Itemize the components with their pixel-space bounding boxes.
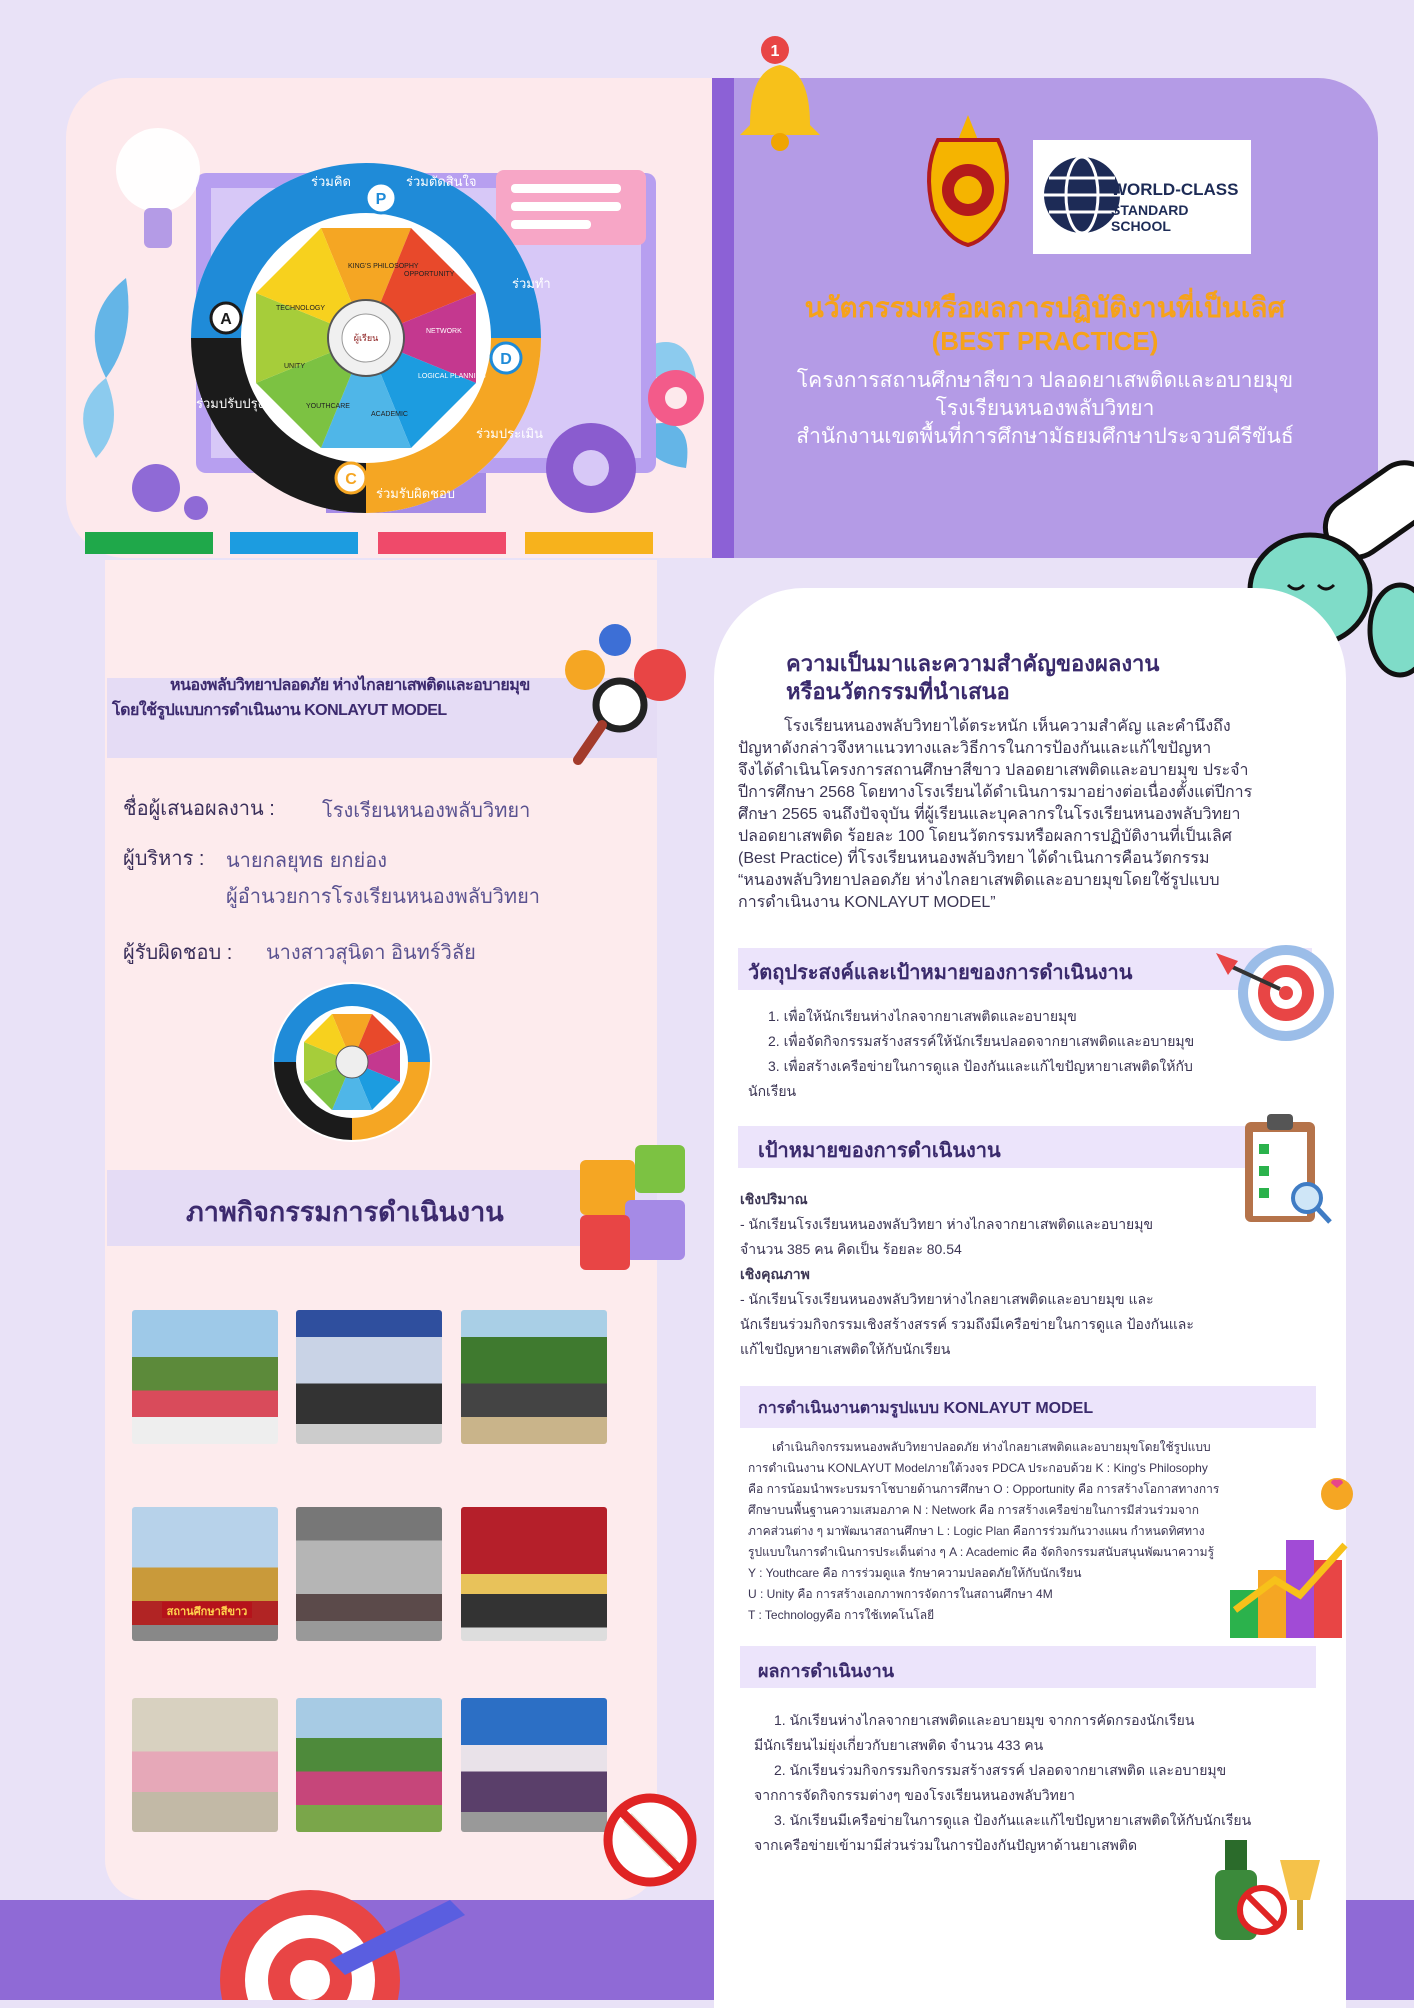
activity-photo-4	[132, 1507, 278, 1641]
model-title-line1: หนองพลับวิทยาปลอดภัย ห่างไกลยาเสพติดและอบายมุข	[170, 677, 530, 694]
goals-title: เป้าหมายของการดำเนินงาน	[758, 1140, 1001, 1162]
people-search-icon	[560, 620, 700, 770]
background-text	[738, 716, 1338, 914]
result-line-6: จากเครือข่ายเข้ามามีส่วนร่วมในการป้องกันปัญหาด้านยาเสพติด	[754, 1837, 1138, 1853]
activity-photo-5	[296, 1507, 442, 1641]
objectives-title: วัตถุประสงค์และเป้าหมายของการดำเนินงาน	[748, 962, 1133, 984]
wheel-label-evaluate: ร่วมประเมิน	[476, 426, 543, 441]
background-line-8: “หนองพลับวิทยาปลอดภัย ห่างไกลยาเสพติดและอบายมุขโดยใช้รูปแบบ	[738, 872, 1220, 889]
qual-label: เชิงคุณภาพ	[740, 1266, 810, 1282]
model-line-8: U : Unity คือ การสร้างเอกภาพการจัดการในสถานศึกษา 4M	[748, 1587, 1053, 1601]
wheel-center-label: ผู้เรียน	[353, 333, 379, 343]
activity-photo-9	[461, 1698, 607, 1832]
background-line-9: การดำเนินงาน KONLAYUT MODEL”	[738, 894, 996, 911]
project-name: โครงการสถานศึกษาสีขาว ปลอดยาเสพติดและอบายมุข	[796, 369, 1294, 392]
objective-3-tail: นักเรียน	[748, 1083, 797, 1099]
result-line-2: มีนักเรียนไม่ยุ่งเกี่ยวกับยาเสพติด จำนวน 433 คน	[754, 1737, 1044, 1753]
world-class-logo	[1033, 140, 1251, 254]
model-line-4: ศึกษาบนพื้นฐานความเสมอภาค N : Network คือ การสร้างเครือข่ายในการมีส่วนร่วมจาก	[748, 1503, 1199, 1517]
activity-photo-7	[132, 1698, 278, 1832]
office-name: สำนักงานเขตพื้นที่การศึกษามัธยมศึกษาประจวบคีรีขันธ์	[796, 425, 1294, 448]
wheel-seg-opportunity: OPPORTUNITY	[404, 271, 455, 278]
quant-line-1: - นักเรียนโรงเรียนหนองพลับวิทยา ห่างไกลจากยาเสพติดและอบายมุข	[740, 1216, 1154, 1232]
admin-name: นายกลยุทธ ยกย่อง	[226, 850, 387, 872]
wcss-line2: STANDARD SCHOOL	[1111, 202, 1189, 234]
model-line-7: Y : Youthcare คือ การร่วมดูแล รักษาความปลอดภัยให้กับนักเรียน	[748, 1566, 1082, 1580]
notification-count: 1	[770, 43, 780, 60]
result-line-5: 3. นักเรียนมีเครือข่ายในการดูแล ป้องกันและแก้ไขปัญหายาเสพติดให้กับนักเรียน	[774, 1812, 1252, 1828]
puzzle-icon	[570, 1140, 700, 1280]
activity-photo-8	[296, 1698, 442, 1832]
wheel-letter-c: C	[345, 471, 357, 488]
model-line-9: T : Technologyคือ การใช้เทคโนโลยี	[748, 1608, 935, 1622]
objectives-list	[768, 1004, 1194, 1079]
bar-blue	[230, 532, 358, 554]
background-line-1: โรงเรียนหนองพลับวิทยาได้ตระหนัก เห็นความสำคัญ และคำนึงถึง	[784, 718, 1231, 735]
admin-label: ผู้บริหาร :	[123, 848, 205, 870]
quant-label: เชิงปริมาณ	[740, 1191, 808, 1207]
objective-1: 1. เพื่อให้นักเรียนห่างไกลจากยาเสพติดและอบายมุข	[768, 1008, 1077, 1024]
responsible-label: ผู้รับผิดชอบ :	[123, 942, 233, 964]
bar-yellow	[525, 532, 653, 554]
school-name: โรงเรียนหนองพลับวิทยา	[935, 397, 1155, 420]
wheel-letter-d: D	[500, 351, 512, 368]
wheel-seg-logical: LOGICAL PLANNING	[418, 373, 486, 380]
wheel-letter-p: P	[375, 191, 387, 208]
wheel-seg-youthcare: YOUTHCARE	[306, 403, 350, 410]
activity-photo-3	[461, 1310, 607, 1444]
no-alcohol-icon	[1200, 1830, 1330, 1950]
wheel-seg-kings: KING'S PHILOSOPHY	[348, 263, 419, 270]
activity-photo-1	[132, 1310, 278, 1444]
result-line-4: จากการจัดกิจกรรมต่างๆ ของโรงเรียนหนองพลับวิทยา	[754, 1787, 1075, 1803]
model-line-1: เดำเนินกิจกรรมหนองพลับวิทยาปลอดภัย ห่างไกลยาเสพติดและอบายมุขโดยใช้รูปแบบ	[772, 1440, 1211, 1454]
wheel-label-decide: ร่วมตัดสินใจ	[406, 174, 477, 189]
background-line-7: (Best Practice) ที่โรงเรียนหนองพลับวิทยา ได้ดำเนินการคือนวัตกรรม	[738, 850, 1210, 867]
target-icon	[1208, 935, 1338, 1045]
school-crest-logo	[918, 110, 1018, 260]
model-line-6: รูปแบบในการดำเนินการประเด็นต่าง ๆ A : Academic คือ จัดกิจกรรมสนับสนุนพัฒนาความรู้	[748, 1545, 1215, 1559]
objective-3: 3. เพื่อสร้างเครือข่ายในการดูแล ป้องกันและแก้ไขปัญหายาเสพติดให้กับ	[768, 1058, 1193, 1074]
quant-line-2: จำนวน 385 คน คิดเป็น ร้อยละ 80.54	[740, 1241, 962, 1257]
wheel-label-responsible: ร่วมรับผิดชอบ	[376, 486, 456, 501]
presenter-label: ชื่อผู้เสนอผลงาน :	[123, 798, 275, 820]
page-title: นวัตกรรมหรือผลการปฏิบัติงานที่เป็นเลิศ	[804, 292, 1286, 323]
growth-chart-icon	[1225, 1470, 1355, 1650]
qual-line-2: นักเรียนร่วมกิจกรรมเชิงสร้างสรรค์ รวมถึงมีเครือข่ายในการดูแล ป้องกันและ	[740, 1316, 1194, 1332]
bar-green	[85, 532, 213, 554]
results-title: ผลการดำเนินงาน	[758, 1661, 895, 1681]
qual-line-1: - นักเรียนโรงเรียนหนองพลับวิทยาห่างไกลยาเสพติดและอบายมุข และ	[740, 1291, 1154, 1307]
qual-line-3: แก้ไขปัญหายาเสพติดให้กับนักเรียน	[740, 1341, 951, 1357]
wheel-label-do: ร่วมทำ	[512, 276, 551, 291]
background-title-1: ความเป็นมาและความสำคัญของผลงาน	[786, 651, 1160, 676]
activity-photo-6	[461, 1507, 607, 1641]
wheel-label-think: ร่วมคิด	[311, 174, 351, 189]
model-line-3: คือ การน้อมนำพระบรมราโชบายด้านการศึกษา O : Opportunity คือ การสร้างโอกาสทางการ	[748, 1482, 1220, 1496]
wcss-line1: WORLD-CLASS	[1111, 180, 1239, 199]
wheel-label-improve: ร่วมปรับปรุง	[196, 396, 264, 411]
background-line-5: ศึกษา 2565 จนถึงปัจจุบัน ที่ผู้เรียนและบุคลากรในโรงเรียนหนองพลับวิทยา	[738, 806, 1241, 823]
responsible-value: นางสาวสุนิดา อินทร์วิลัย	[266, 942, 476, 964]
model-line-5: ภาคส่วนต่าง ๆ มาพัฒนาสถานศึกษา L : Logic Plan คือการร่วมกันวางแผน กำหนดทิศทาง	[748, 1524, 1205, 1538]
wheel-letter-a: A	[220, 311, 232, 328]
result-line-3: 2. นักเรียนร่วมกิจกรรมกิจกรรมสร้างสรรค์ ปลอดจากยาเสพติด และอบายมุข	[774, 1762, 1227, 1778]
photo-banner: สถานศึกษาสีขาว	[162, 1602, 252, 1618]
result-line-1: 1. นักเรียนห่างไกลจากยาเสพติดและอบายมุข จากการคัดกรองนักเรียน	[774, 1712, 1195, 1728]
model-line-2: การดำเนินงาน KONLAYUT Modelภายใต้วงจร PDCA ประกอบด้วย K : King's Philosophy	[748, 1461, 1208, 1475]
background-line-4: ปีการศึกษา 2568 โดยทางโรงเรียนได้ดำเนินการมาอย่างต่อเนื่องตั้งแต่ปีการ	[738, 784, 1253, 801]
wheel-seg-academic: ACADEMIC	[371, 411, 408, 418]
background-line-2: ปัญหาดังกล่าวจึงหาแนวทางและวิธีการในการป้องกันและแก้ไขปัญหา	[738, 740, 1212, 757]
model-title: การดำเนินงานตามรูปแบบ KONLAYUT MODEL	[758, 1400, 1094, 1417]
background-title-2: หรือนวัตกรรมที่นำเสนอ	[786, 679, 1010, 704]
objective-2: 2. เพื่อจัดกิจกรรมสร้างสรรค์ให้นักเรียนปลอดจากยาเสพติดและอบายมุข	[768, 1033, 1195, 1049]
presenter-value: โรงเรียนหนองพลับวิทยา	[322, 800, 531, 822]
wheel-seg-technology: TECHNOLOGY	[276, 305, 326, 312]
wheel-seg-unity: UNITY	[284, 363, 305, 370]
no-smoking-icon	[600, 1790, 700, 1890]
activity-photo-2	[296, 1310, 442, 1444]
goals-body	[740, 1187, 1300, 1362]
activity-title: ภาพกิจกรรมการดำเนินงาน	[186, 1197, 504, 1227]
background-line-6: ปลอดยาเสพติด ร้อยละ 100 โดยนวัตกรรมหรือผลการปฏิบัติงานที่เป็นเลิศ	[738, 828, 1232, 845]
wheel-seg-network: NETWORK	[426, 328, 462, 335]
bell-icon	[720, 30, 840, 160]
model-title-line2: โดยใช้รูปแบบการดำเนินงาน KONLAYUT MODEL	[112, 702, 447, 719]
background-line-3: จึงได้ดำเนินโครงการสถานศึกษาสีขาว ปลอดยาเสพติดและอบายมุข ประจำ	[738, 762, 1249, 779]
admin-title: ผู้อำนวยการโรงเรียนหนองพลับวิทยา	[226, 886, 541, 908]
bar-red	[378, 532, 506, 554]
model-body	[748, 1437, 1308, 1626]
model-wheel-illustration	[66, 78, 716, 558]
dartboard-icon	[220, 1840, 500, 2000]
page-subtitle: (BEST PRACTICE)	[931, 326, 1159, 356]
small-model-wheel	[270, 980, 434, 1144]
